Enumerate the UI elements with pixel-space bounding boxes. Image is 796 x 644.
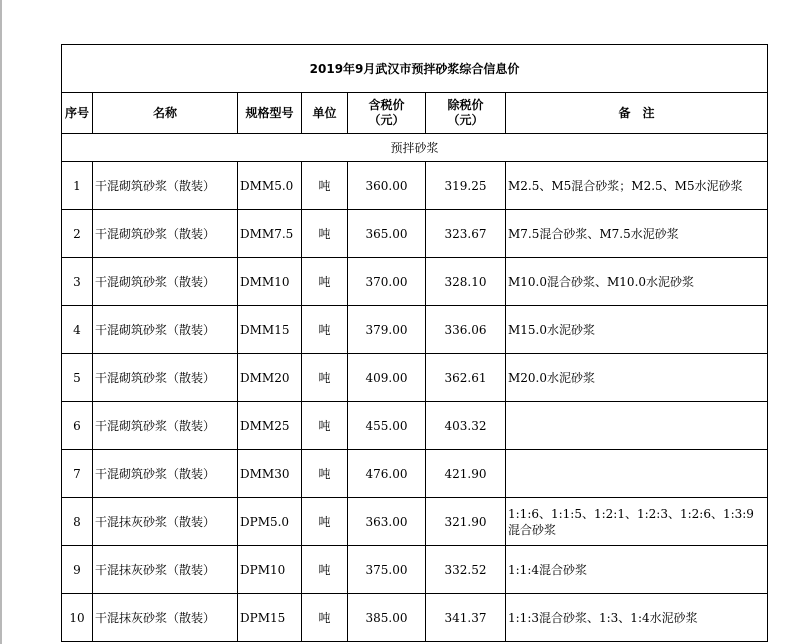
- table-body: [62, 162, 768, 642]
- cell-note: M10.0混合砂浆、M10.0水泥砂浆: [506, 258, 768, 306]
- cell-tax-excl: 403.32: [426, 402, 506, 450]
- table-row: [62, 546, 768, 594]
- cell-spec: DMM7.5: [238, 210, 302, 258]
- cell-name: 干混抹灰砂浆（散装）: [93, 498, 238, 546]
- cell-name: 干混砌筑砂浆（散装）: [93, 402, 238, 450]
- cell-spec: DPM5.0: [238, 498, 302, 546]
- header-tax-excl-line1: 除税价: [447, 98, 484, 112]
- cell-spec: DMM20: [238, 354, 302, 402]
- header-note: 备 注: [506, 93, 768, 134]
- table-row: [62, 162, 768, 210]
- cell-no: 3: [62, 258, 93, 306]
- cell-unit: 吨: [302, 546, 348, 594]
- cell-spec: DPM15: [238, 594, 302, 642]
- cell-note: M7.5混合砂浆、M7.5水泥砂浆: [506, 210, 768, 258]
- cell-tax-incl: 409.00: [348, 354, 426, 402]
- cell-unit: 吨: [302, 450, 348, 498]
- cell-tax-excl: 321.90: [426, 498, 506, 546]
- price-sheet: [61, 44, 767, 642]
- table-row: [62, 258, 768, 306]
- cell-tax-incl: 363.00: [348, 498, 426, 546]
- cell-note: M15.0水泥砂浆: [506, 306, 768, 354]
- cell-name: 干混抹灰砂浆（散装）: [93, 546, 238, 594]
- cell-note: [506, 402, 768, 450]
- header-no: 序号: [62, 93, 93, 134]
- cell-unit: 吨: [302, 210, 348, 258]
- table-row: [62, 402, 768, 450]
- cell-name: 干混砌筑砂浆（散装）: [93, 354, 238, 402]
- cell-spec: DMM25: [238, 402, 302, 450]
- cell-tax-incl: 379.00: [348, 306, 426, 354]
- table-row: [62, 210, 768, 258]
- cell-tax-incl: 365.00: [348, 210, 426, 258]
- cell-name: 干混砌筑砂浆（散装）: [93, 306, 238, 354]
- cell-spec: DMM5.0: [238, 162, 302, 210]
- cell-no: 9: [62, 546, 93, 594]
- cell-unit: 吨: [302, 402, 348, 450]
- cell-tax-excl: 362.61: [426, 354, 506, 402]
- cell-note: M2.5、M5混合砂浆；M2.5、M5水泥砂浆: [506, 162, 768, 210]
- cell-no: 7: [62, 450, 93, 498]
- header-spec: 规格型号: [238, 93, 302, 134]
- price-table: [61, 44, 768, 642]
- cell-no: 6: [62, 402, 93, 450]
- cell-tax-excl: 328.10: [426, 258, 506, 306]
- cell-name: 干混砌筑砂浆（散装）: [93, 162, 238, 210]
- cell-no: 10: [62, 594, 93, 642]
- cell-name: 干混砌筑砂浆（散装）: [93, 258, 238, 306]
- cell-name: 干混抹灰砂浆（散装）: [93, 594, 238, 642]
- cell-tax-incl: 370.00: [348, 258, 426, 306]
- cell-tax-incl: 360.00: [348, 162, 426, 210]
- cell-name: 干混砌筑砂浆（散装）: [93, 450, 238, 498]
- cell-tax-excl: 341.37: [426, 594, 506, 642]
- cell-unit: 吨: [302, 258, 348, 306]
- header-tax-excl-line2: （元）: [447, 113, 484, 127]
- cell-no: 8: [62, 498, 93, 546]
- cell-tax-excl: 319.25: [426, 162, 506, 210]
- header-name: 名称: [93, 93, 238, 134]
- header-unit: 单位: [302, 93, 348, 134]
- cell-unit: 吨: [302, 354, 348, 402]
- cell-spec: DPM10: [238, 546, 302, 594]
- table-row: [62, 450, 768, 498]
- table-row: [62, 498, 768, 546]
- header-tax-excl: [426, 93, 506, 134]
- cell-no: 4: [62, 306, 93, 354]
- cell-unit: 吨: [302, 498, 348, 546]
- cell-note: M20.0水泥砂浆: [506, 354, 768, 402]
- header-row: [62, 93, 768, 134]
- section-label: 预拌砂浆: [62, 134, 768, 162]
- table-row: [62, 354, 768, 402]
- table-row: [62, 594, 768, 642]
- cell-tax-incl: 385.00: [348, 594, 426, 642]
- cell-no: 2: [62, 210, 93, 258]
- table-title: 2019年9月武汉市预拌砂浆综合信息价: [62, 45, 768, 93]
- cell-tax-incl: 476.00: [348, 450, 426, 498]
- cell-note: 1:1:6、1:1:5、1:2:1、1:2:3、1:2:6、1:3:9混合砂浆: [506, 498, 768, 546]
- cell-note: 1:1:4混合砂浆: [506, 546, 768, 594]
- cell-unit: 吨: [302, 594, 348, 642]
- cell-tax-incl: 455.00: [348, 402, 426, 450]
- cell-spec: DMM30: [238, 450, 302, 498]
- viewer-left-edge: [0, 0, 2, 644]
- cell-no: 5: [62, 354, 93, 402]
- cell-tax-excl: 336.06: [426, 306, 506, 354]
- cell-spec: DMM10: [238, 258, 302, 306]
- cell-spec: DMM15: [238, 306, 302, 354]
- cell-no: 1: [62, 162, 93, 210]
- cell-name: 干混砌筑砂浆（散装）: [93, 210, 238, 258]
- header-tax-incl-line1: 含税价: [368, 98, 405, 112]
- table-row: [62, 306, 768, 354]
- cell-note: 1:1:3混合砂浆、1:3、1:4水泥砂浆: [506, 594, 768, 642]
- header-tax-incl-line2: （元）: [368, 113, 405, 127]
- cell-unit: 吨: [302, 162, 348, 210]
- cell-tax-excl: 421.90: [426, 450, 506, 498]
- cell-tax-incl: 375.00: [348, 546, 426, 594]
- header-tax-incl: [348, 93, 426, 134]
- cell-unit: 吨: [302, 306, 348, 354]
- cell-note: [506, 450, 768, 498]
- cell-tax-excl: 323.67: [426, 210, 506, 258]
- cell-tax-excl: 332.52: [426, 546, 506, 594]
